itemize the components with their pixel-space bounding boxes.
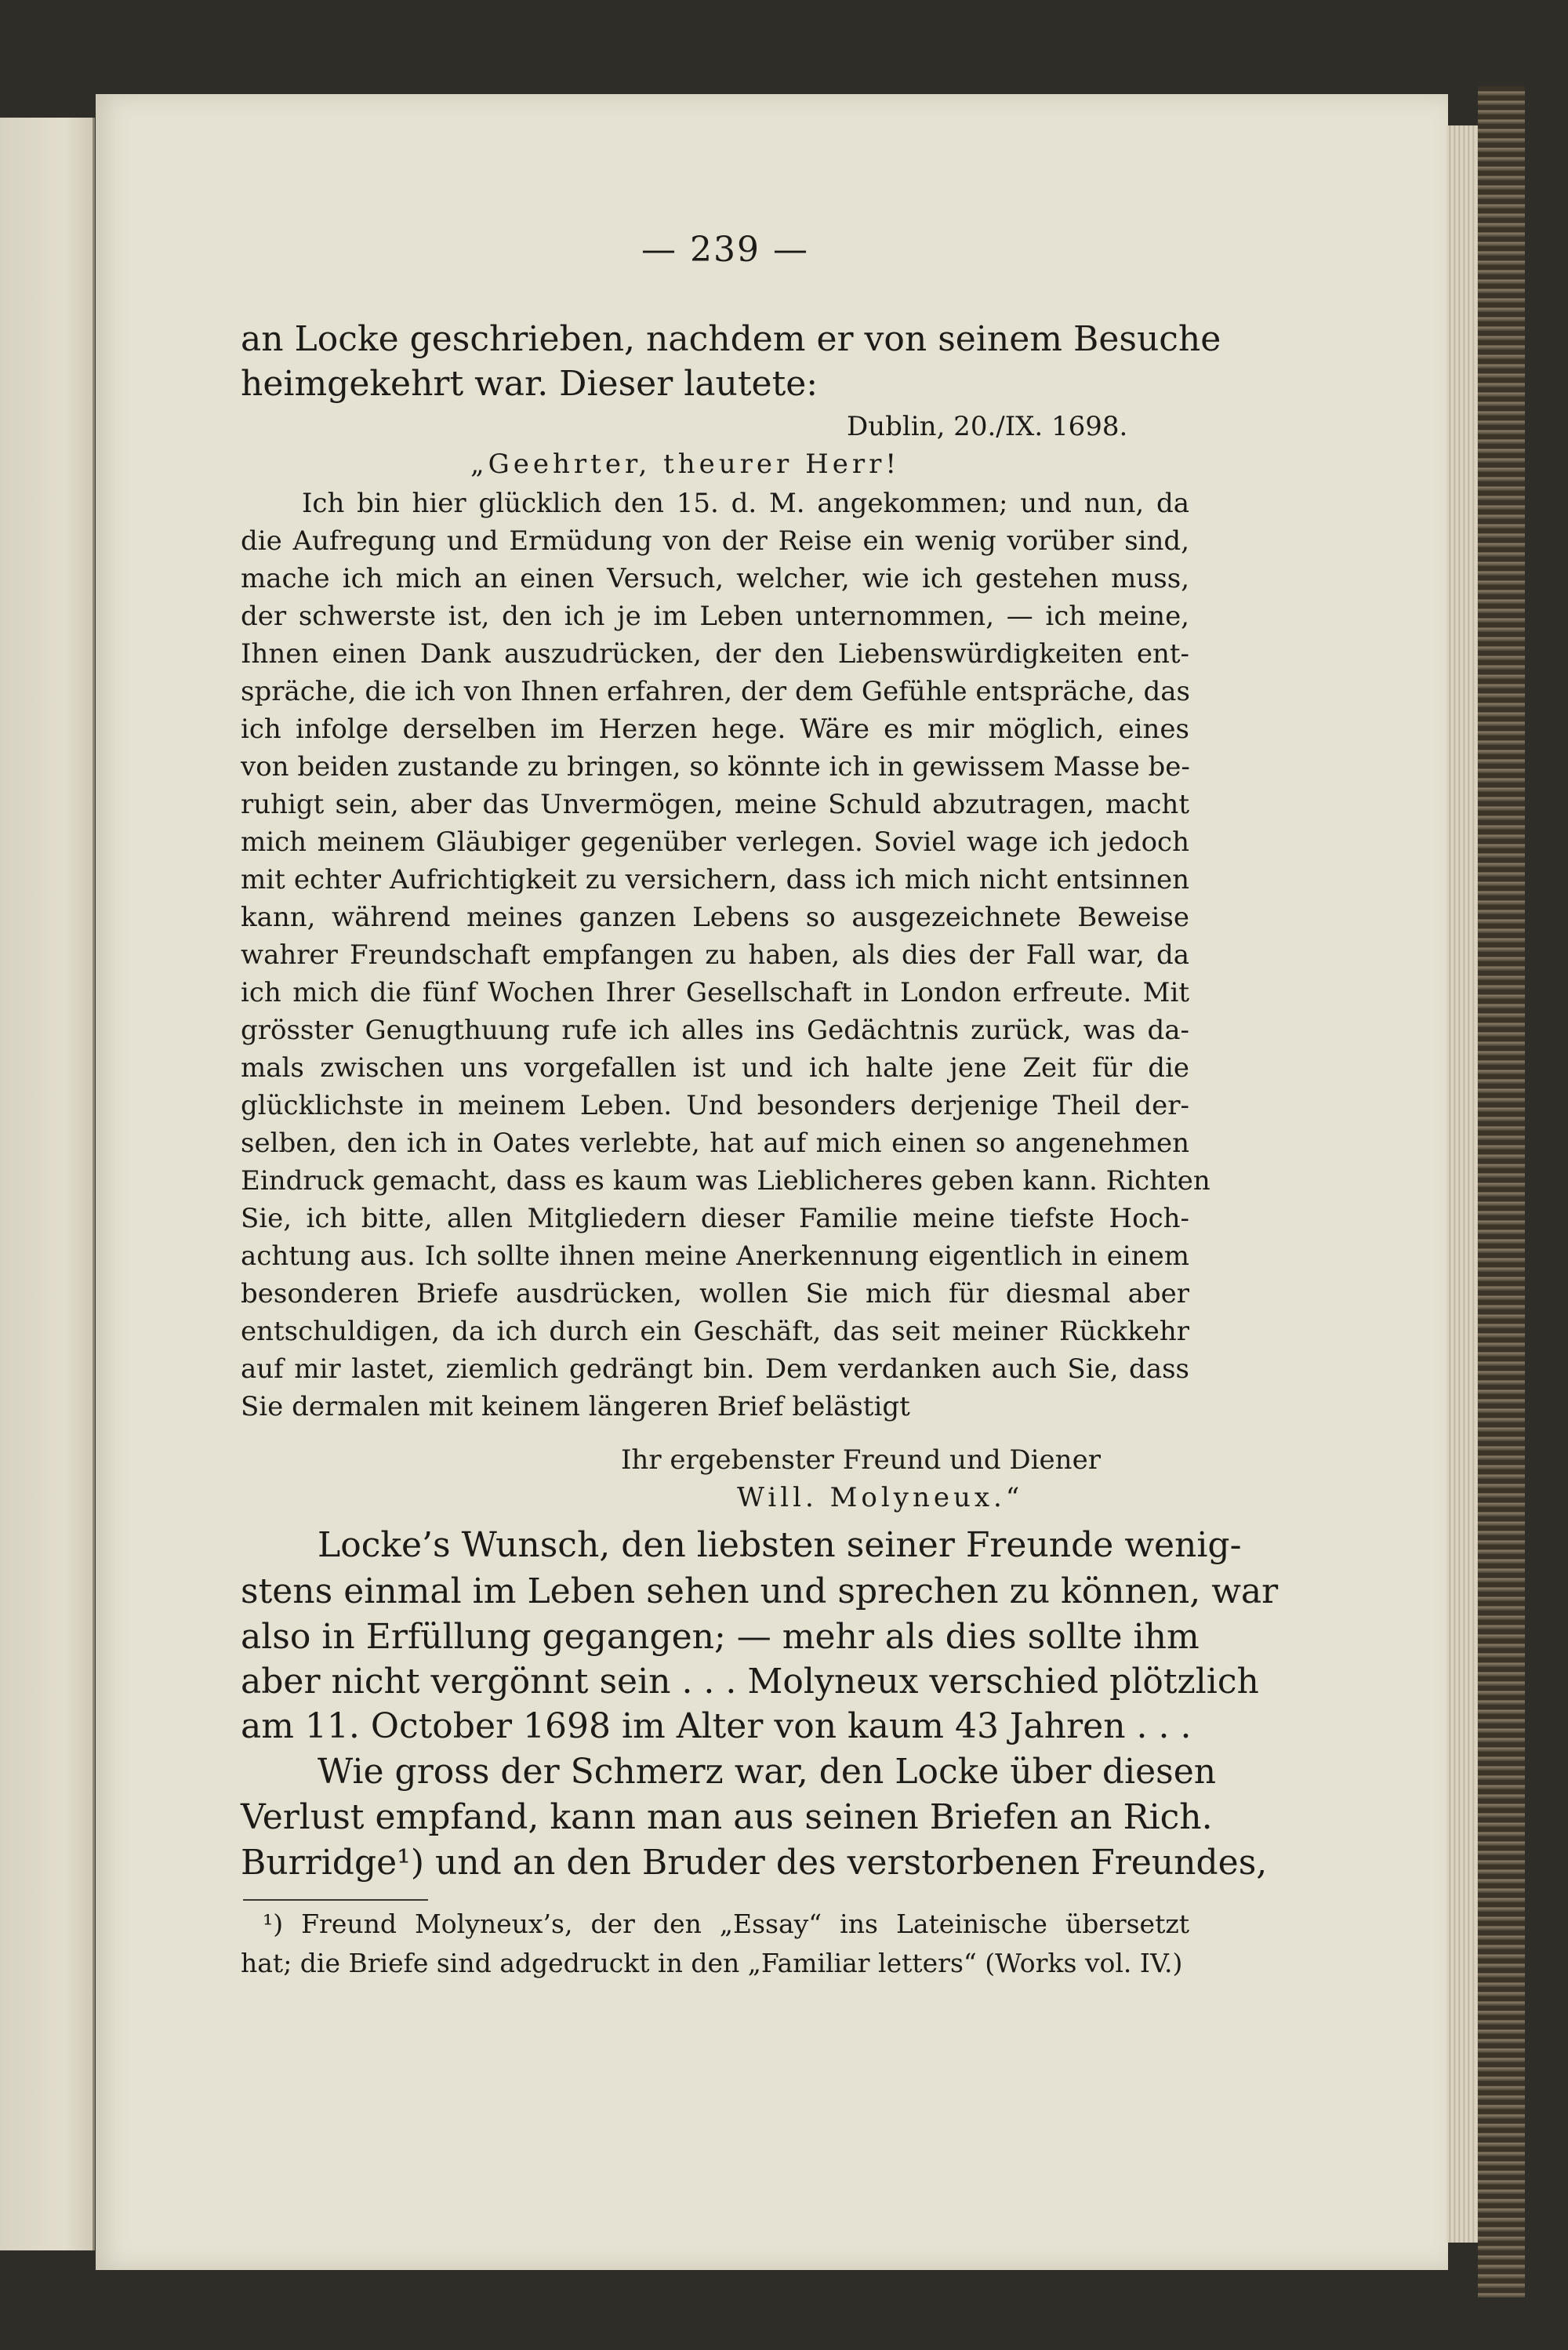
letter-line: kann, während meines ganzen Lebens so ausgezeichnete Beweise <box>241 902 1189 933</box>
letter-line: mich meinem Gläubiger gegenüber verlegen. Soviel wage ich jedoch <box>241 826 1189 858</box>
footnote-rule <box>243 1899 428 1901</box>
main-line: Verlust empfand, kann man aus seinen Briefen an Rich. <box>241 1797 1213 1837</box>
main-line: Locke’s Wunsch, den liebsten seiner Freunde wenig- <box>318 1525 1242 1565</box>
footnote-line: hat; die Briefe sind adgedruckt in den „Familiar letters“ (Works vol. IV.) <box>241 1948 1183 1978</box>
letter-line: entschuldigen, da ich durch ein Geschäft, das seit meiner Rückkehr <box>241 1316 1189 1347</box>
letter-line: mals zwischen uns vorgefallen ist und ich halte jene Zeit für die <box>241 1052 1189 1084</box>
letter-line: Sie dermalen mit keinem längeren Brief belästigt <box>241 1391 910 1422</box>
letter-line: achtung aus. Ich sollte ihnen meine Anerkennung eigentlich in einem <box>241 1240 1189 1272</box>
letter-line: mache ich mich an einen Versuch, welcher, wie ich gestehen muss, <box>241 563 1189 594</box>
main-line: Wie gross der Schmerz war, den Locke über diesen <box>318 1752 1217 1792</box>
letter-line: ruhigt sein, aber das Unvermögen, meine Schuld abzutragen, macht <box>241 789 1189 820</box>
letter-line: Ich bin hier glücklich den 15. d. M. angekommen; und nun, da <box>302 488 1189 519</box>
letter-signature: Will. Molyneux.“ <box>737 1482 1024 1513</box>
letter-line: grösster Genugthuung rufe ich alles ins Gedächtnis zurück, was da- <box>241 1015 1189 1046</box>
left-page-margin <box>0 118 95 2250</box>
main-line: aber nicht vergönnt sein . . . Molyneux verschied plötzlich <box>241 1662 1259 1702</box>
letter-line: ich mich die fünf Wochen Ihrer Gesellschaft in London erfreute. Mit <box>241 977 1189 1008</box>
letter-line: spräche, die ich von Ihnen erfahren, der dem Gefühle entspräche, das <box>241 676 1190 707</box>
letter-dateline: Dublin, 20./IX. 1698. <box>847 411 1128 442</box>
intro-line: an Locke geschrieben, nachdem er von seinem Besuche <box>241 319 1221 359</box>
main-line: am 11. October 1698 im Alter von kaum 43 Jahren . . . <box>241 1706 1192 1746</box>
letter-line: die Aufregung und Ermüdung von der Reise ein wenig vorüber sind, <box>241 525 1189 557</box>
letter-line: ich infolge derselben im Herzen hege. Wäre es mir möglich, eines <box>241 714 1189 745</box>
main-line: stens einmal im Leben sehen und sprechen zu können, war <box>241 1571 1279 1611</box>
letter-line: der schwerste ist, den ich je im Leben unternommen, — ich meine, <box>241 601 1189 632</box>
page-stack-edge <box>1446 125 1478 2243</box>
footnote-line: ¹) Freund Molyneux’s, der den „Essay“ ins Lateinische übersetzt <box>263 1909 1189 1939</box>
letter-line: Eindruck gemacht, dass es kaum was Lieblicheres geben kann. Richten <box>241 1165 1210 1197</box>
letter-line: Ihnen einen Dank auszudrücken, der den Liebenswürdigkeiten ent- <box>241 638 1189 670</box>
letter-line: Sie, ich bitte, allen Mitgliedern dieser Familie meine tiefste Hoch- <box>241 1203 1189 1234</box>
letter-line: wahrer Freundschaft empfangen zu haben, als dies der Fall war, da <box>241 939 1189 971</box>
main-line: Burridge¹) und an den Bruder des verstorbenen Freundes, <box>241 1843 1268 1883</box>
letter-line: glücklichste in meinem Leben. Und besonders derjenige Theil der- <box>241 1090 1189 1121</box>
letter-salutation: „Geehrter, theurer Herr! <box>470 449 901 480</box>
main-line: also in Erfüllung gegangen; — mehr als dies sollte ihm <box>241 1617 1200 1657</box>
letter-line: besonderen Briefe ausdrücken, wollen Sie mich für diesmal aber <box>241 1278 1189 1309</box>
letter-line: mit echter Aufrichtigkeit zu versichern, dass ich mich nicht entsinnen <box>241 864 1189 895</box>
book-cover-edge <box>1478 86 1525 2297</box>
letter-closing: Ihr ergebenster Freund und Diener <box>621 1444 1101 1476</box>
page-number: — 239 — <box>641 230 809 270</box>
letter-line: von beiden zustande zu bringen, so könnte ich in gewissem Masse be- <box>241 751 1190 783</box>
letter-line: auf mir lastet, ziemlich gedrängt bin. Dem verdanken auch Sie, dass <box>241 1353 1189 1385</box>
letter-line: selben, den ich in Oates verlebte, hat auf mich einen so angenehmen <box>241 1128 1189 1159</box>
intro-line: heimgekehrt war. Dieser lautete: <box>241 364 818 404</box>
